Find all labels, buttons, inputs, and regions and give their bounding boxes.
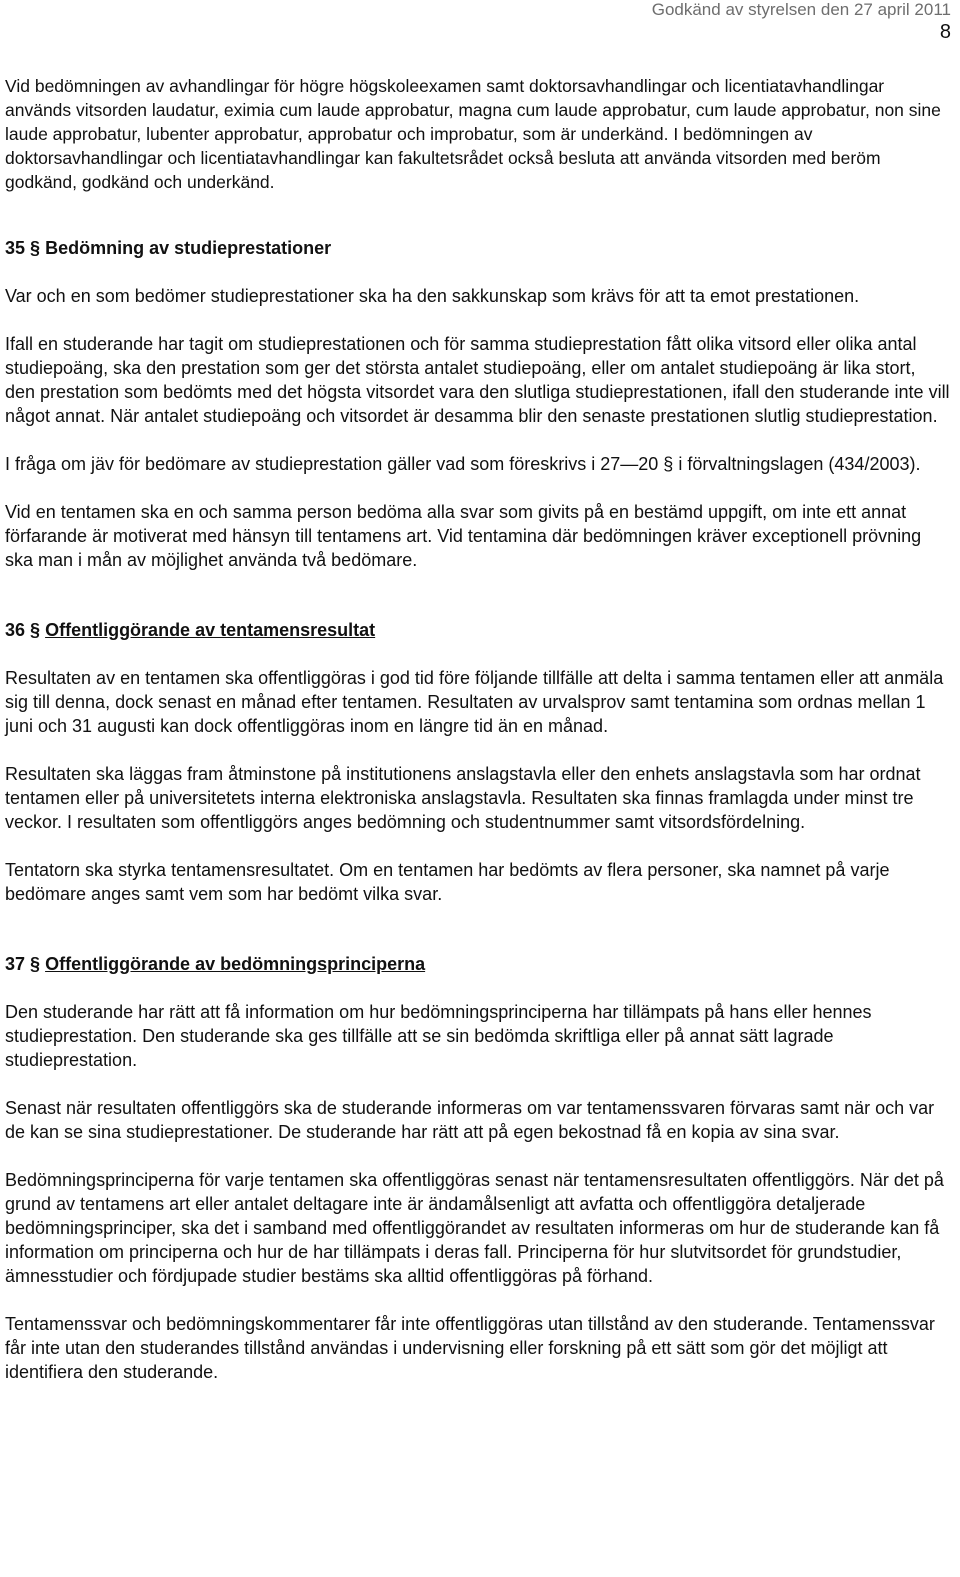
section-number: 36 <box>5 620 26 640</box>
paragraph: Ifall en studerande har tagit om studieprestationen och för samma studieprestation fått olika vitsord eller olika antal studiepoäng, ska den prestation som ger det största antalet studiepoäng, eller om antalet studiepoäng är lika stort, den prestation som bedömts med det högsta vitsordet vara den slutliga studieprestationen, ifall den studerande inte vill något annat. När antalet studiepoäng och vitsordet är desamma blir den senaste prestationen slutlig studieprestation. <box>5 334 950 426</box>
page-header <box>652 0 951 45</box>
section-heading-37 <box>5 952 950 976</box>
section-number: 37 <box>5 954 26 974</box>
page-number: 8 <box>939 21 951 43</box>
section-number: 35 <box>5 238 26 258</box>
paragraph: Tentamenssvar och bedömningskommentarer får inte offentliggöras utan tillstånd av den studerande. Tentamenssvar får inte utan den studerandes tillstånd användas i undervisning eller forskning på ett sätt som gör det möjligt att identifiera den studerande. <box>5 1314 935 1382</box>
section-heading-36 <box>5 618 950 642</box>
section-sign: § <box>30 620 41 640</box>
document-body <box>5 74 950 1408</box>
paragraph: Resultaten ska läggas fram åtminstone på institutionens anslagstavla eller den enhets anslagstavla som har ordnat tentamen eller på universitetets interna elektroniska anslagstavla. Resultaten ska finnas framlagda under minst tre veckor. I resultaten som offentliggörs anges bedömning och studentnummer samt vitsordsfördelning. <box>5 764 921 832</box>
section-title: Offentliggörande av tentamensresultat <box>45 620 376 640</box>
paragraph: Bedömningsprinciperna för varje tentamen ska offentliggöras senast när tentamensresultaten offentliggörs. När det på grund av tentamens art eller antalet deltagare inte är ändamålsenligt att avfatta och offentliggöra detaljerade bedömningsprinciper, ska det i samband med offentliggörandet av resultaten informeras om hur de studerande kan få information om principerna och hur de har tillämpats i deras fall. Principerna för hur slutvitsordet för grundstudier, ämnesstudier och fördjupade studier bestäms ska alltid offentliggöras på förhand. <box>5 1170 944 1286</box>
paragraph: Resultaten av en tentamen ska offentliggöras i god tid före följande tillfälle att delta i samma tentamen eller att anmäla sig till denna, dock senast en månad efter tentamen. Resultaten av urvalsprov samt tentamina som ordnas mellan 1 juni och 31 augusti kan dock offentliggöras inom en längre tid än en månad. <box>5 668 944 736</box>
paragraph: I fråga om jäv för bedömare av studieprestation gäller vad som föreskrivs i 27—20 § i förvaltningslagen (434/2003). <box>5 454 921 474</box>
section-heading-35 <box>5 236 950 260</box>
section-title: Bedömning av studieprestationer <box>45 238 332 258</box>
approval-note: Godkänd av styrelsen den 27 april 2011 <box>651 0 951 19</box>
section-title: Offentliggörande av bedömningsprinciperna <box>45 954 426 974</box>
paragraph: Var och en som bedömer studieprestationer ska ha den sakkunskap som krävs för att ta emot prestationen. <box>5 286 860 306</box>
intro-paragraph: Vid bedömningen av avhandlingar för högre högskoleexamen samt doktorsavhandlingar och licentiatavhandlingar används vitsorden laudatur, eximia cum laude approbatur, magna cum laude approbatur, cum laude approbatur, non sine laude approbatur, lubenter approbatur, approbatur och improbatur, som är underkänd. I bedömningen av doktorsavhandlingar och licentiatavhandlingar kan fakultetsrådet också besluta att använda vitsorden med beröm godkänd, godkänd och underkänd. <box>5 76 941 192</box>
section-sign: § <box>30 238 41 258</box>
paragraph: Vid en tentamen ska en och samma person bedöma alla svar som givits på en bestämd uppgift, om inte ett annat förfarande är motiverat med hänsyn till tentamens art. Vid tentamina där bedömningen kräver exceptionell prövning ska man i mån av möjlighet använda två bedömare. <box>5 502 922 570</box>
paragraph: Den studerande har rätt att få information om hur bedömningsprinciperna har tillämpats på hans eller hennes studieprestation. Den studerande ska ges tillfälle att se sin bedömda skriftliga eller på annat sätt lagrade studieprestation. <box>5 1002 872 1070</box>
section-sign: § <box>30 954 41 974</box>
paragraph: Tentatorn ska styrka tentamensresultatet. Om en tentamen har bedömts av flera personer, ska namnet på varje bedömare anges samt vem som har bedömt vilka svar. <box>5 860 890 904</box>
paragraph: Senast när resultaten offentliggörs ska de studerande informeras om var tentamenssvaren förvaras samt när och var de kan se sina studieprestationer. De studerande har rätt att på egen bekostnad få en kopia av sina svar. <box>5 1098 935 1142</box>
